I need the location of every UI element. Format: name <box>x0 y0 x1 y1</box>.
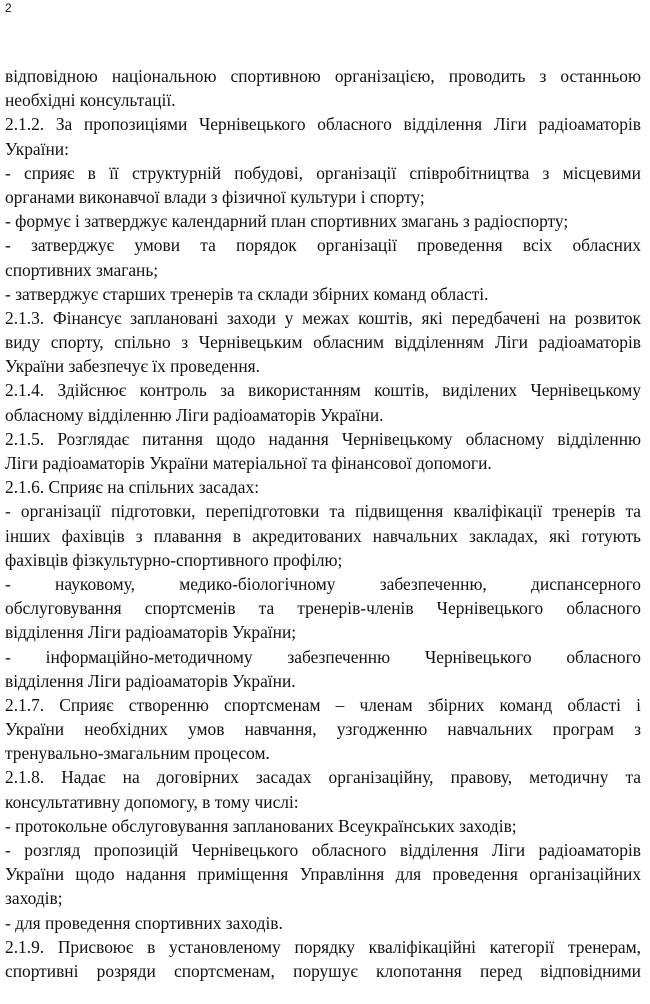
text-line: 2.1.6. Сприяє на спільних засадах: <box>5 477 260 498</box>
page-number: 2 <box>5 1 12 15</box>
text-line: тренувально-змагальним процесом. <box>5 743 270 764</box>
text-line: 2.1.7. Сприяє створенню спортсменам – членам збірних команд області і <box>5 694 641 715</box>
text-line: заходів; <box>5 888 63 909</box>
text-line: відповідною національною спортивною організацією, проводить з останньою <box>5 66 641 86</box>
text-line: України забезпечує їх проведення. <box>5 356 260 377</box>
text-line: - для проведення спортивних заходів. <box>5 912 283 933</box>
text-line: спортивних змагань; <box>5 259 159 280</box>
text-line: інших фахівців з плавання в акредитованих навчальних закладах, які готують <box>5 525 641 546</box>
text-line: - затверджує умови та порядок організації проведення всіх обласних <box>5 235 641 256</box>
text-line: обслуговування спортсменів та тренерів-членів Чернівецького обласного <box>5 598 641 619</box>
text-line: відділення Ліги радіоаматорів України; <box>5 622 297 643</box>
text-line: консультативну допомогу, в тому числі: <box>5 791 299 812</box>
text-line: виду спорту, спільно з Чернівецьким обласним відділенням Ліги радіоаматорів <box>5 332 641 353</box>
text-line: 2.1.3. Фінансує заплановані заходи у межах коштів, які передбачені на розвиток <box>5 307 641 328</box>
text-line: - організації підготовки, перепідготовки та підвищення кваліфікації тренерів та <box>5 501 641 522</box>
text-line: органами виконавчої влади з фізичної культури і спорту; <box>5 186 425 207</box>
text-line: - науковому, медико-біологічному забезпеченню, диспансерного <box>5 573 641 594</box>
text-line: фахівців фізкультурно-спортивного профілю; <box>5 549 343 570</box>
text-line: 2.1.9. Присвоює в установленому порядку кваліфікаційні категорії тренерам, <box>5 936 641 957</box>
text-line: - сприяє в її структурній побудові, організації співробітництва з місцевими <box>5 162 641 183</box>
text-line: України: <box>5 138 69 159</box>
text-line: обласному відділенню Ліги радіоаматорів України. <box>5 404 384 425</box>
text-line: України щодо надання приміщення Управління для проведення організаційних <box>5 864 641 885</box>
text-line: - протокольне обслуговування запланованих Всеукраїнських заходів; <box>5 815 517 836</box>
text-line: - формує і затверджує календарний план спортивних змагань з радіоспорту; <box>5 211 569 232</box>
text-line: України необхідних умов навчання, узгодженню навчальних програм з <box>5 719 641 740</box>
text-line: 2.1.4. Здійснює контроль за використанням коштів, виділених Чернівецькому <box>5 380 641 401</box>
text-line: 2.1.5. Розглядає питання щодо надання Чернівецькому обласному відділенню <box>5 428 641 449</box>
document-body <box>5 64 641 983</box>
text-line: - затверджує старших тренерів та склади збірних команд області. <box>5 283 489 304</box>
text-line: 2.1.8. Надає на договірних засадах організаційну, правову, методичну та <box>5 767 641 788</box>
text-line: спортивні розряди спортсменам, порушує клопотання перед відповідними <box>5 960 641 981</box>
text-line: 2.1.2. За пропозиціями Чернівецького обласного відділення Ліги радіоаматорів <box>5 114 641 135</box>
text-line: Ліги радіоаматорів України матеріальної та фінансової допомоги. <box>5 453 492 473</box>
text-line: необхідні консультації. <box>5 90 176 111</box>
text-line: - інформаційно-методичному забезпеченню Чернівецького обласного <box>5 646 641 667</box>
text-line: - розгляд пропозицій Чернівецького обласного відділення Ліги радіоаматорів <box>5 840 641 860</box>
text-line: відділення Ліги радіоаматорів України. <box>5 670 296 691</box>
